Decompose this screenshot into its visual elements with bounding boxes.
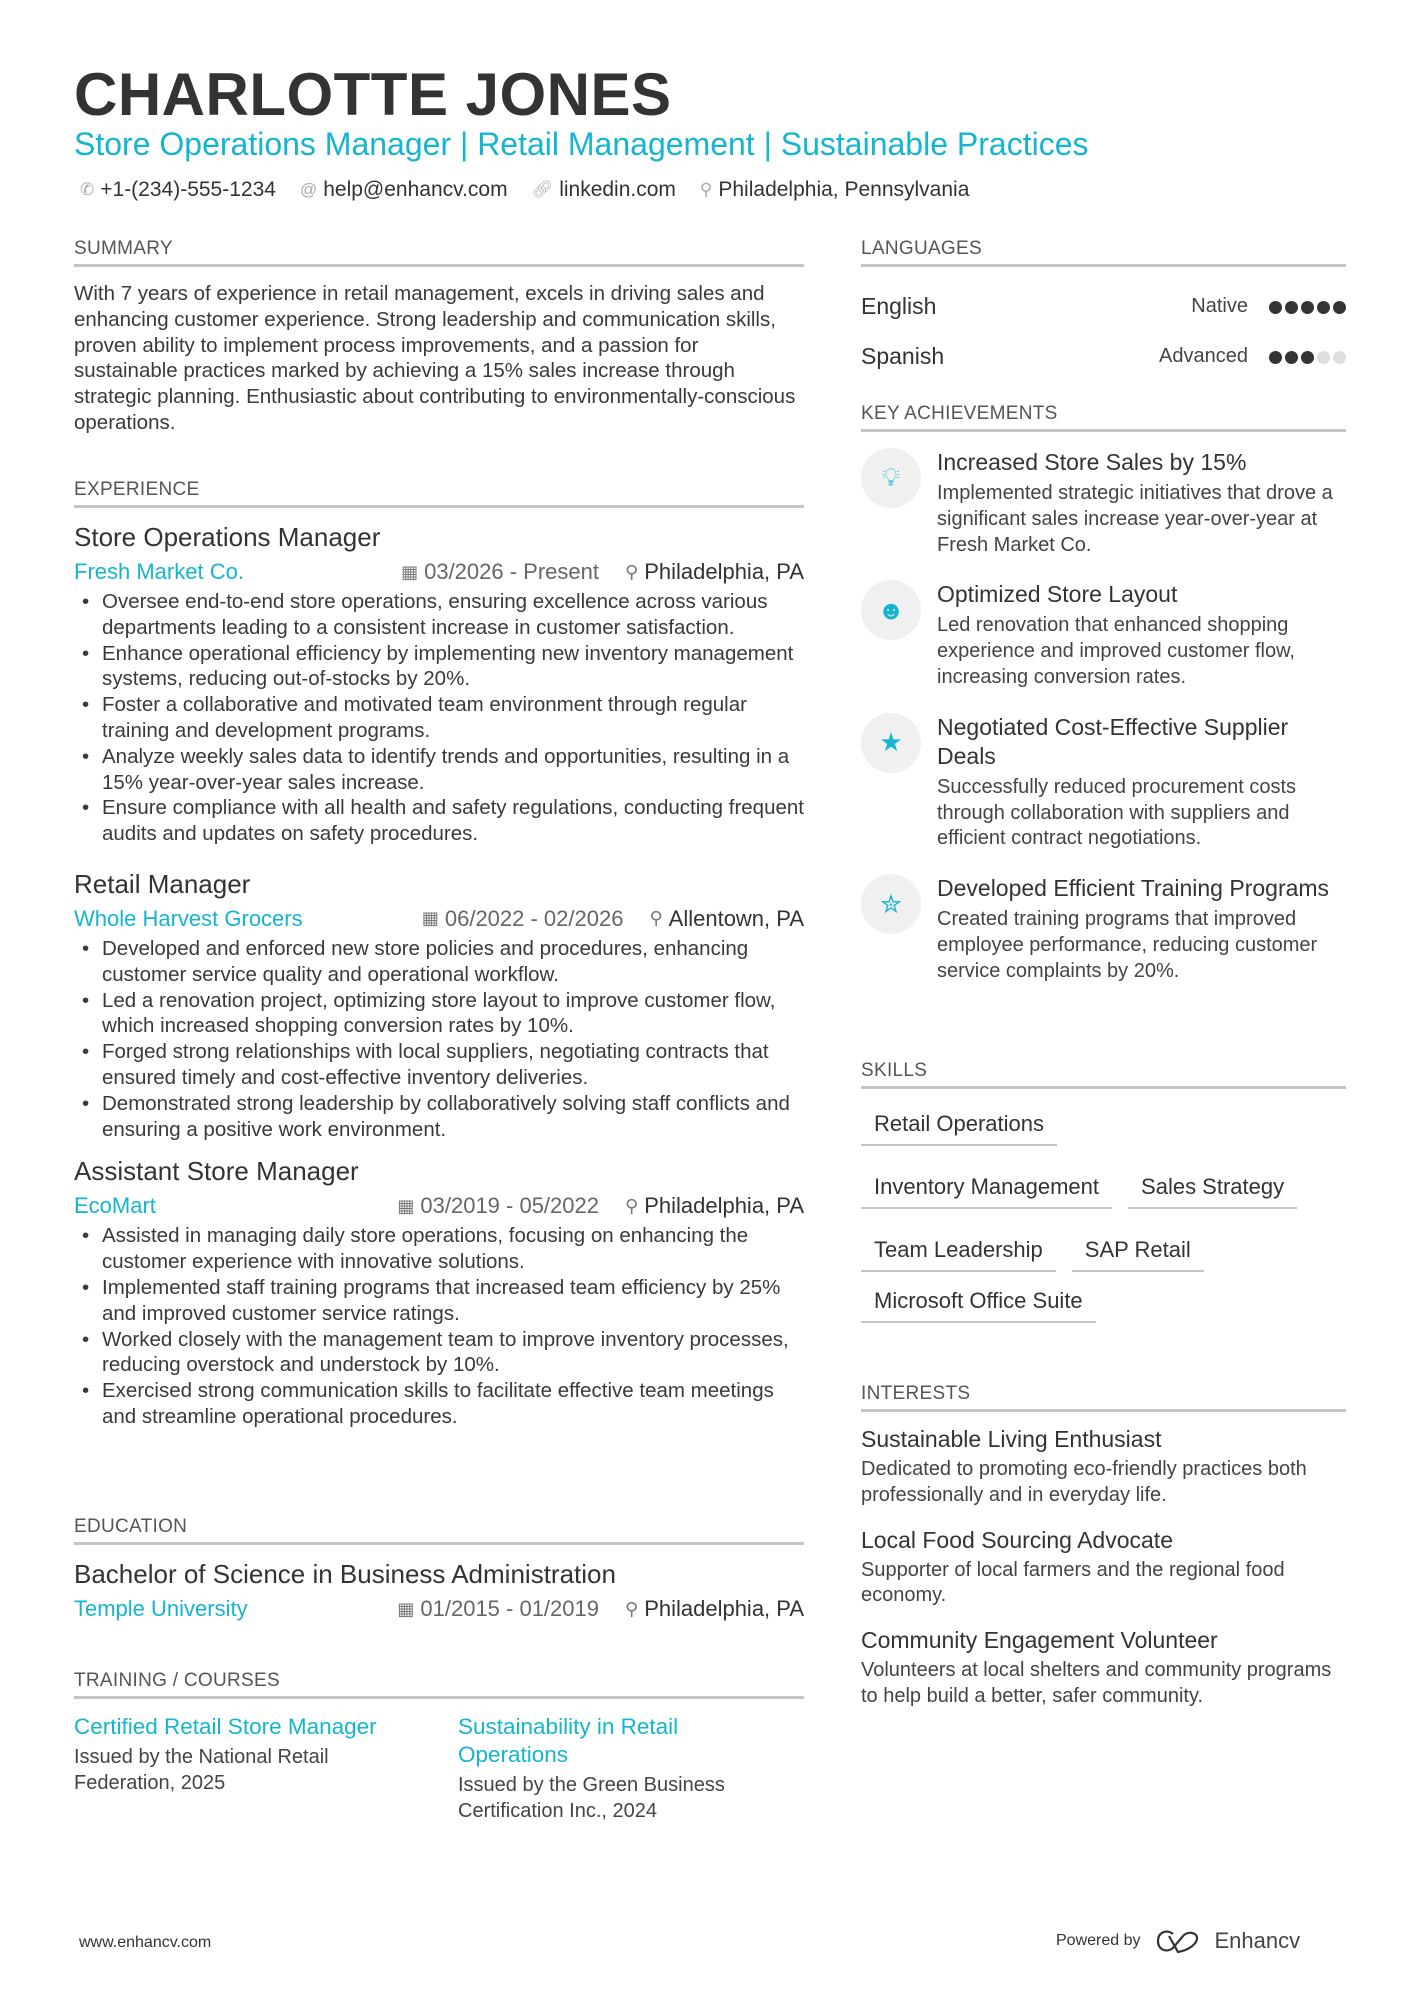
course-desc: Issued by the Green Business Certification Inc., 2024 [458,1774,725,1822]
contact-phone [80,178,276,202]
languages-section [861,238,1346,381]
achievement-content [937,874,1346,984]
bullet-item: • Foster a collaborative and motivated team environment through regular training and development programs. [74,692,804,744]
course-desc: Issued by the National Retail Federation, 2025 [74,1746,329,1794]
achievement-item [861,713,1346,852]
dot-filled [1269,301,1282,314]
company-name: EcoMart [74,1193,156,1219]
phone-icon: ✆ [80,180,95,199]
job-meta [74,1193,804,1219]
skill-tag: Team Leadership [861,1233,1056,1272]
bullet-item: • Demonstrated strong leadership by collaboratively solving staff conflicts and ensuring a positive work environment. [74,1091,804,1143]
bullet-item: • Exercised strong communication skills to facilitate effective team meetings and streamline operational procedures. [74,1378,804,1430]
language-item [861,331,1346,381]
education-meta [74,1596,804,1622]
proficiency-dots [1266,293,1346,320]
job-location [649,906,804,932]
bullet-item: • Enhance operational efficiency by implementing new inventory management systems, reducing out-of-stocks by 20%. [74,641,804,693]
calendar-icon: ▦ [397,1195,415,1216]
experience-section [74,479,804,1444]
skill-tag: Sales Strategy [1128,1170,1297,1209]
location-icon: ⚲ [625,1598,639,1619]
language-name: Spanish [861,342,945,369]
job-entry [74,1156,804,1429]
job-location [625,1193,804,1219]
dates-text: 03/2019 - 05/2022 [420,1193,599,1219]
calendar-icon: ▦ [397,1598,415,1619]
achievement-title: Increased Store Sales by 15% [937,449,1247,475]
section-heading: LANGUAGES [861,238,1346,267]
job-bullets [74,936,804,1142]
brand-name: Enhancv [1214,1928,1301,1953]
section-heading: SUMMARY [74,238,804,267]
achievement-desc: Created training programs that improved employee performance, reducing customer service complaints by 20%. [937,908,1318,982]
job-dates [397,1193,599,1219]
bullet-item: • Developed and enforced new store policies and procedures, enhancing customer service quality and operational workflow. [74,936,804,988]
achievement-desc: Led renovation that enhanced shopping experience and improved customer flow, increasing conversion rates. [937,614,1295,688]
achievement-desc: Implemented strategic initiatives that drove a significant sales increase year-over-year at Fresh Market Co. [937,482,1333,556]
job-location [625,559,804,585]
section-heading: SKILLS [861,1060,1346,1089]
course-item [74,1713,410,1825]
skills-section [861,1060,1346,1335]
interest-item [861,1426,1346,1509]
skill-tag: SAP Retail [1072,1233,1204,1272]
interest-desc: Volunteers at local shelters and community programs to help build a better, safer community. [861,1659,1332,1707]
interest-desc: Dedicated to promoting eco-friendly practices both professionally and in everyday life. [861,1458,1307,1506]
section-heading: EXPERIENCE [74,479,804,508]
location-text: Philadelphia, Pennsylvania [718,178,970,201]
linkedin-text[interactable]: linkedin.com [559,178,676,201]
dot-filled [1301,301,1314,314]
education-section [74,1516,804,1626]
achievement-content [937,580,1346,690]
job-meta [74,906,804,932]
dates-text: 01/2015 - 01/2019 [420,1596,599,1621]
interest-title: Community Engagement Volunteer [861,1627,1218,1654]
dot-empty [1333,351,1346,364]
interest-title: Local Food Sourcing Advocate [861,1526,1173,1553]
job-bullets [74,589,804,847]
at-icon: @ [299,180,318,199]
language-item [861,281,1346,331]
phone-text: +1-(234)-555-1234 [100,178,276,201]
link-icon: 🔗︎ [531,180,554,199]
job-title: Assistant Store Manager [74,1156,359,1187]
job-dates [401,559,599,585]
skill-tag: Retail Operations [861,1107,1057,1146]
course-item [458,1713,758,1825]
dot-filled [1317,301,1330,314]
head-icon: ☻ [861,580,921,640]
job-title: Store Operations Manager [74,522,381,552]
job-entry [74,522,804,847]
summary-section [74,238,804,436]
calendar-icon: ▦ [401,561,419,582]
contact-bar [80,178,969,202]
location-text: Philadelphia, PA [644,1193,804,1219]
contact-location [700,178,969,202]
bullet-item: • Forged strong relationships with local suppliers, negotiating contracts that ensured timely and cost-effective inventory deliveries. [74,1039,804,1091]
section-heading: KEY ACHIEVEMENTS [861,403,1346,432]
education-dates [397,1596,599,1622]
location-icon: ⚲ [699,180,713,199]
achievement-title: Negotiated Cost-Effective Supplier Deals [937,713,1289,769]
company-name: Whole Harvest Grocers [74,905,303,931]
location-icon: ⚲ [649,908,663,929]
powered-by-text: Powered by [1056,1932,1141,1949]
achievement-content [937,713,1346,852]
dates-text: 06/2022 - 02/2026 [444,905,624,931]
dot-filled [1333,301,1346,314]
achievement-title: Developed Efficient Training Programs [937,875,1330,902]
email-text[interactable]: help@enhancv.com [323,178,508,201]
achievement-content [937,448,1346,558]
bullet-item: • Ensure compliance with all health and safety regulations, conducting frequent audits and updates on safety procedures. [74,795,804,847]
skill-tag: Microsoft Office Suite [861,1284,1096,1323]
headline: Store Operations Manager | Retail Management | Sustainable Practices [74,126,1089,162]
dot-empty [1317,351,1330,364]
location-icon: ⚲ [625,1195,639,1216]
dates-text: 03/2026 - Present [424,559,599,584]
training-section [74,1670,804,1825]
interest-desc: Supporter of local farmers and the regional food economy. [861,1558,1285,1607]
language-level: Advanced [1159,344,1248,367]
interest-item [861,1527,1346,1610]
location-text: Philadelphia, PA [644,1596,804,1621]
dot-filled [1301,351,1314,364]
job-bullets [74,1223,804,1429]
job-entry [74,869,804,1142]
interest-title: Sustainable Living Enthusiast [861,1426,1162,1452]
dot-filled [1269,351,1282,364]
proficiency-dots [1266,343,1346,370]
section-heading: INTERESTS [861,1383,1346,1412]
job-dates [422,906,624,932]
bullet-item: • Analyze weekly sales data to identify trends and opportunities, resulting in a 15% year-over-year sales increase. [74,744,804,796]
company-name: Fresh Market Co. [74,559,244,584]
bullet-item: • Implemented staff training programs that increased team efficiency by 25% and improved customer service ratings. [74,1275,804,1327]
section-heading: EDUCATION [74,1516,804,1545]
skill-tag: Inventory Management [861,1170,1112,1209]
location-icon: ⚲ [625,561,639,582]
achievement-item [861,874,1346,984]
section-heading: TRAINING / COURSES [74,1670,804,1699]
interest-item [861,1627,1346,1710]
candidate-name: CHARLOTTE JONES [74,61,672,128]
footer-branding [1056,1928,1300,1954]
job-title: Retail Manager [74,868,251,899]
course-title: Certified Retail Store Manager [74,1714,377,1739]
enhancv-logo-icon [1155,1928,1201,1954]
bullet-item: • Assisted in managing daily store operations, focusing on enhancing the customer experience with innovative solutions. [74,1223,804,1275]
job-meta [74,559,804,585]
bullet-item: • Led a renovation project, optimizing store layout to improve customer flow, which increased shopping conversion rates by 10%. [74,988,804,1040]
dot-filled [1285,351,1298,364]
achievements-section [861,403,1346,1007]
contact-linkedin[interactable] [532,178,676,202]
star-icon: ★ [861,713,921,773]
location-text: Philadelphia, PA [644,559,804,584]
bullet-item: • Oversee end-to-end store operations, ensuring excellence across various departments leading to a consistent increase in customer satisfaction. [74,589,804,641]
footer-website[interactable]: www.enhancv.com [79,1934,212,1951]
language-name: English [861,292,937,319]
lightbulb-icon: 💡︎ [861,448,921,508]
course-title: Sustainability in Retail Operations [458,1714,679,1767]
degree: Bachelor of Science in Business Administration [74,1559,616,1589]
half-star-icon: ✮ [861,874,921,934]
language-level: Native [1191,294,1248,317]
achievement-desc: Successfully reduced procurement costs through collaboration with suppliers and efficient contract negotiations. [937,775,1297,850]
bullet-item: • Worked closely with the management team to improve inventory processes, reducing overstock and understock by 10%. [74,1327,804,1379]
dot-filled [1285,301,1298,314]
summary-text: With 7 years of experience in retail management, excels in driving sales and enhancing customer experience. Strong leadership and communication skills, proven ability to implement process improvements, and a passion for sustainable practices marked by achieving a 15% sales increase through strategic planning. Enthusiastic about contributing to environmentally-conscious operations. [74,282,796,434]
school-name: Temple University [74,1596,248,1621]
achievement-item [861,448,1346,558]
interests-section [861,1383,1346,1728]
calendar-icon: ▦ [421,908,439,929]
achievement-item [861,580,1346,690]
achievement-title: Optimized Store Layout [937,581,1178,608]
contact-email[interactable] [300,178,508,202]
education-location [625,1596,804,1622]
location-text: Allentown, PA [668,905,804,931]
